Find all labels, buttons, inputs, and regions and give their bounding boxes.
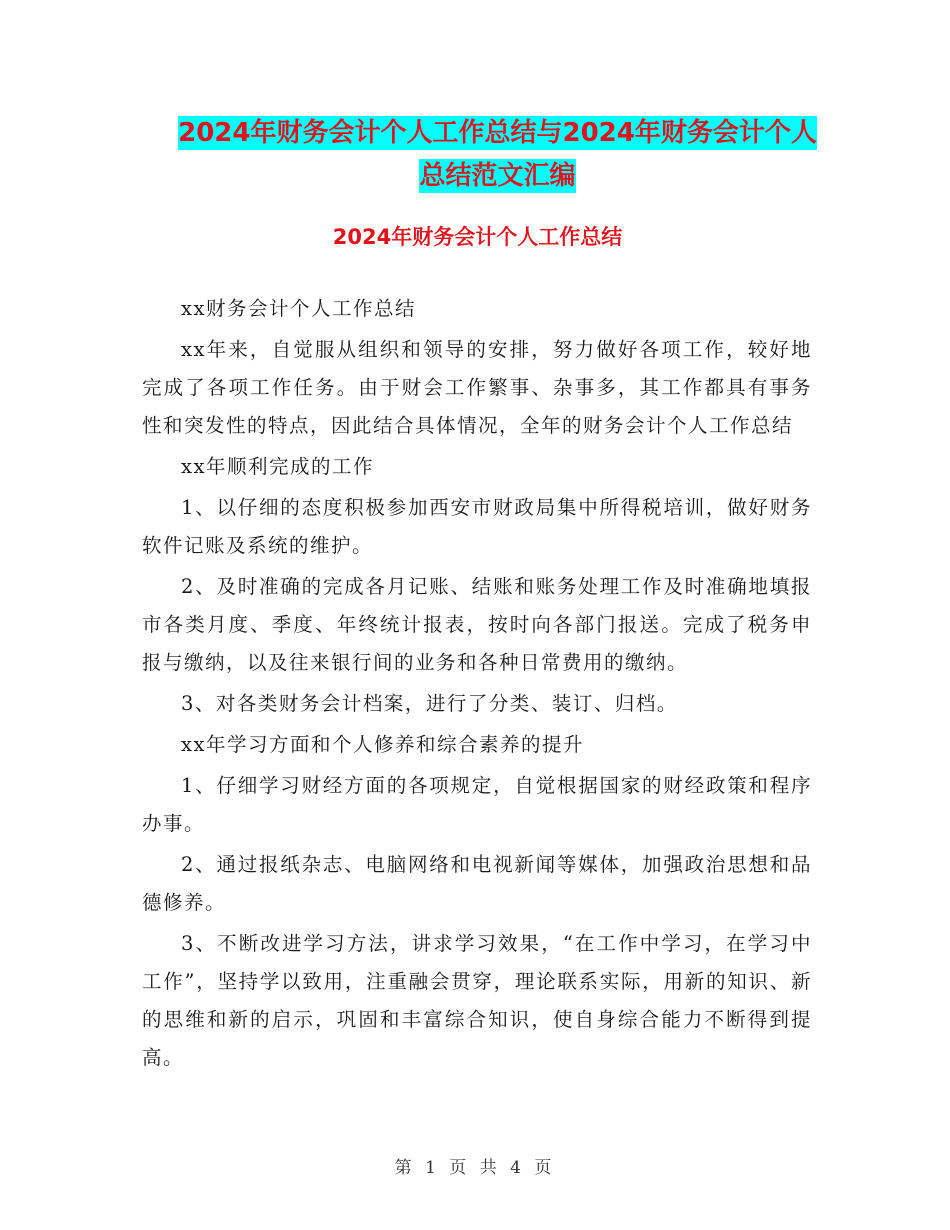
paragraph-item: 1、以仔细的态度积极参加西安市财政局集中所得税培训，做好财务软件记账及系统的维护。 (142, 496, 812, 557)
document-title (140, 112, 855, 198)
section-title: 2024年财务会计个人工作总结 (332, 225, 623, 249)
paragraph-item: 3、对各类财务会计档案，进行了分类、装订、归档。 (181, 692, 678, 715)
document-title-line-2: 总结范文汇编 (419, 161, 576, 191)
paragraph-intro: xx年来，自觉服从组织和领导的安排，努力做好各项工作，较好地完成了各项工作任务。由于财会工作繁事、杂事多，其工作都具有事务性和突发性的特点，因此结合具体情况，全年的财务会计个人工作总结 (142, 338, 812, 437)
document-body (142, 290, 812, 1080)
paragraph-heading-summary: xx财务会计个人工作总结 (181, 297, 416, 320)
page-footer: 第 1 页 共 4 页 (394, 1158, 556, 1178)
paragraph-item: 1、仔细学习财经方面的各项规定，自觉根据国家的财经政策和程序办事。 (142, 774, 812, 835)
paragraph-item: 2、通过报纸杂志、电脑网络和电视新闻等媒体，加强政治思想和品德修养。 (142, 853, 812, 914)
document-title-line-1: 2024年财务会计个人工作总结与2024年财务会计个人 (178, 118, 817, 148)
paragraph-heading-completed-work: xx年顺利完成的工作 (181, 455, 374, 478)
paragraph-item: 3、不断改进学习方法，讲求学习效果，“在工作中学习，在学习中工作”，坚持学以致用，注重融会贯穿，理论联系实际，用新的知识、新的思维和新的启示，巩固和丰富综合知识，使自身综合能力不断得到提高。 (142, 932, 812, 1069)
paragraph-heading-learning: xx年学习方面和个人修养和综合素养的提升 (181, 733, 584, 756)
paragraph-item: 2、及时准确的完成各月记账、结账和账务处理工作及时准确地填报市各类月度、季度、年终统计报表，按时向各部门报送。完成了税务申报与缴纳，以及往来银行间的业务和各种日常费用的缴纳。 (142, 575, 812, 674)
